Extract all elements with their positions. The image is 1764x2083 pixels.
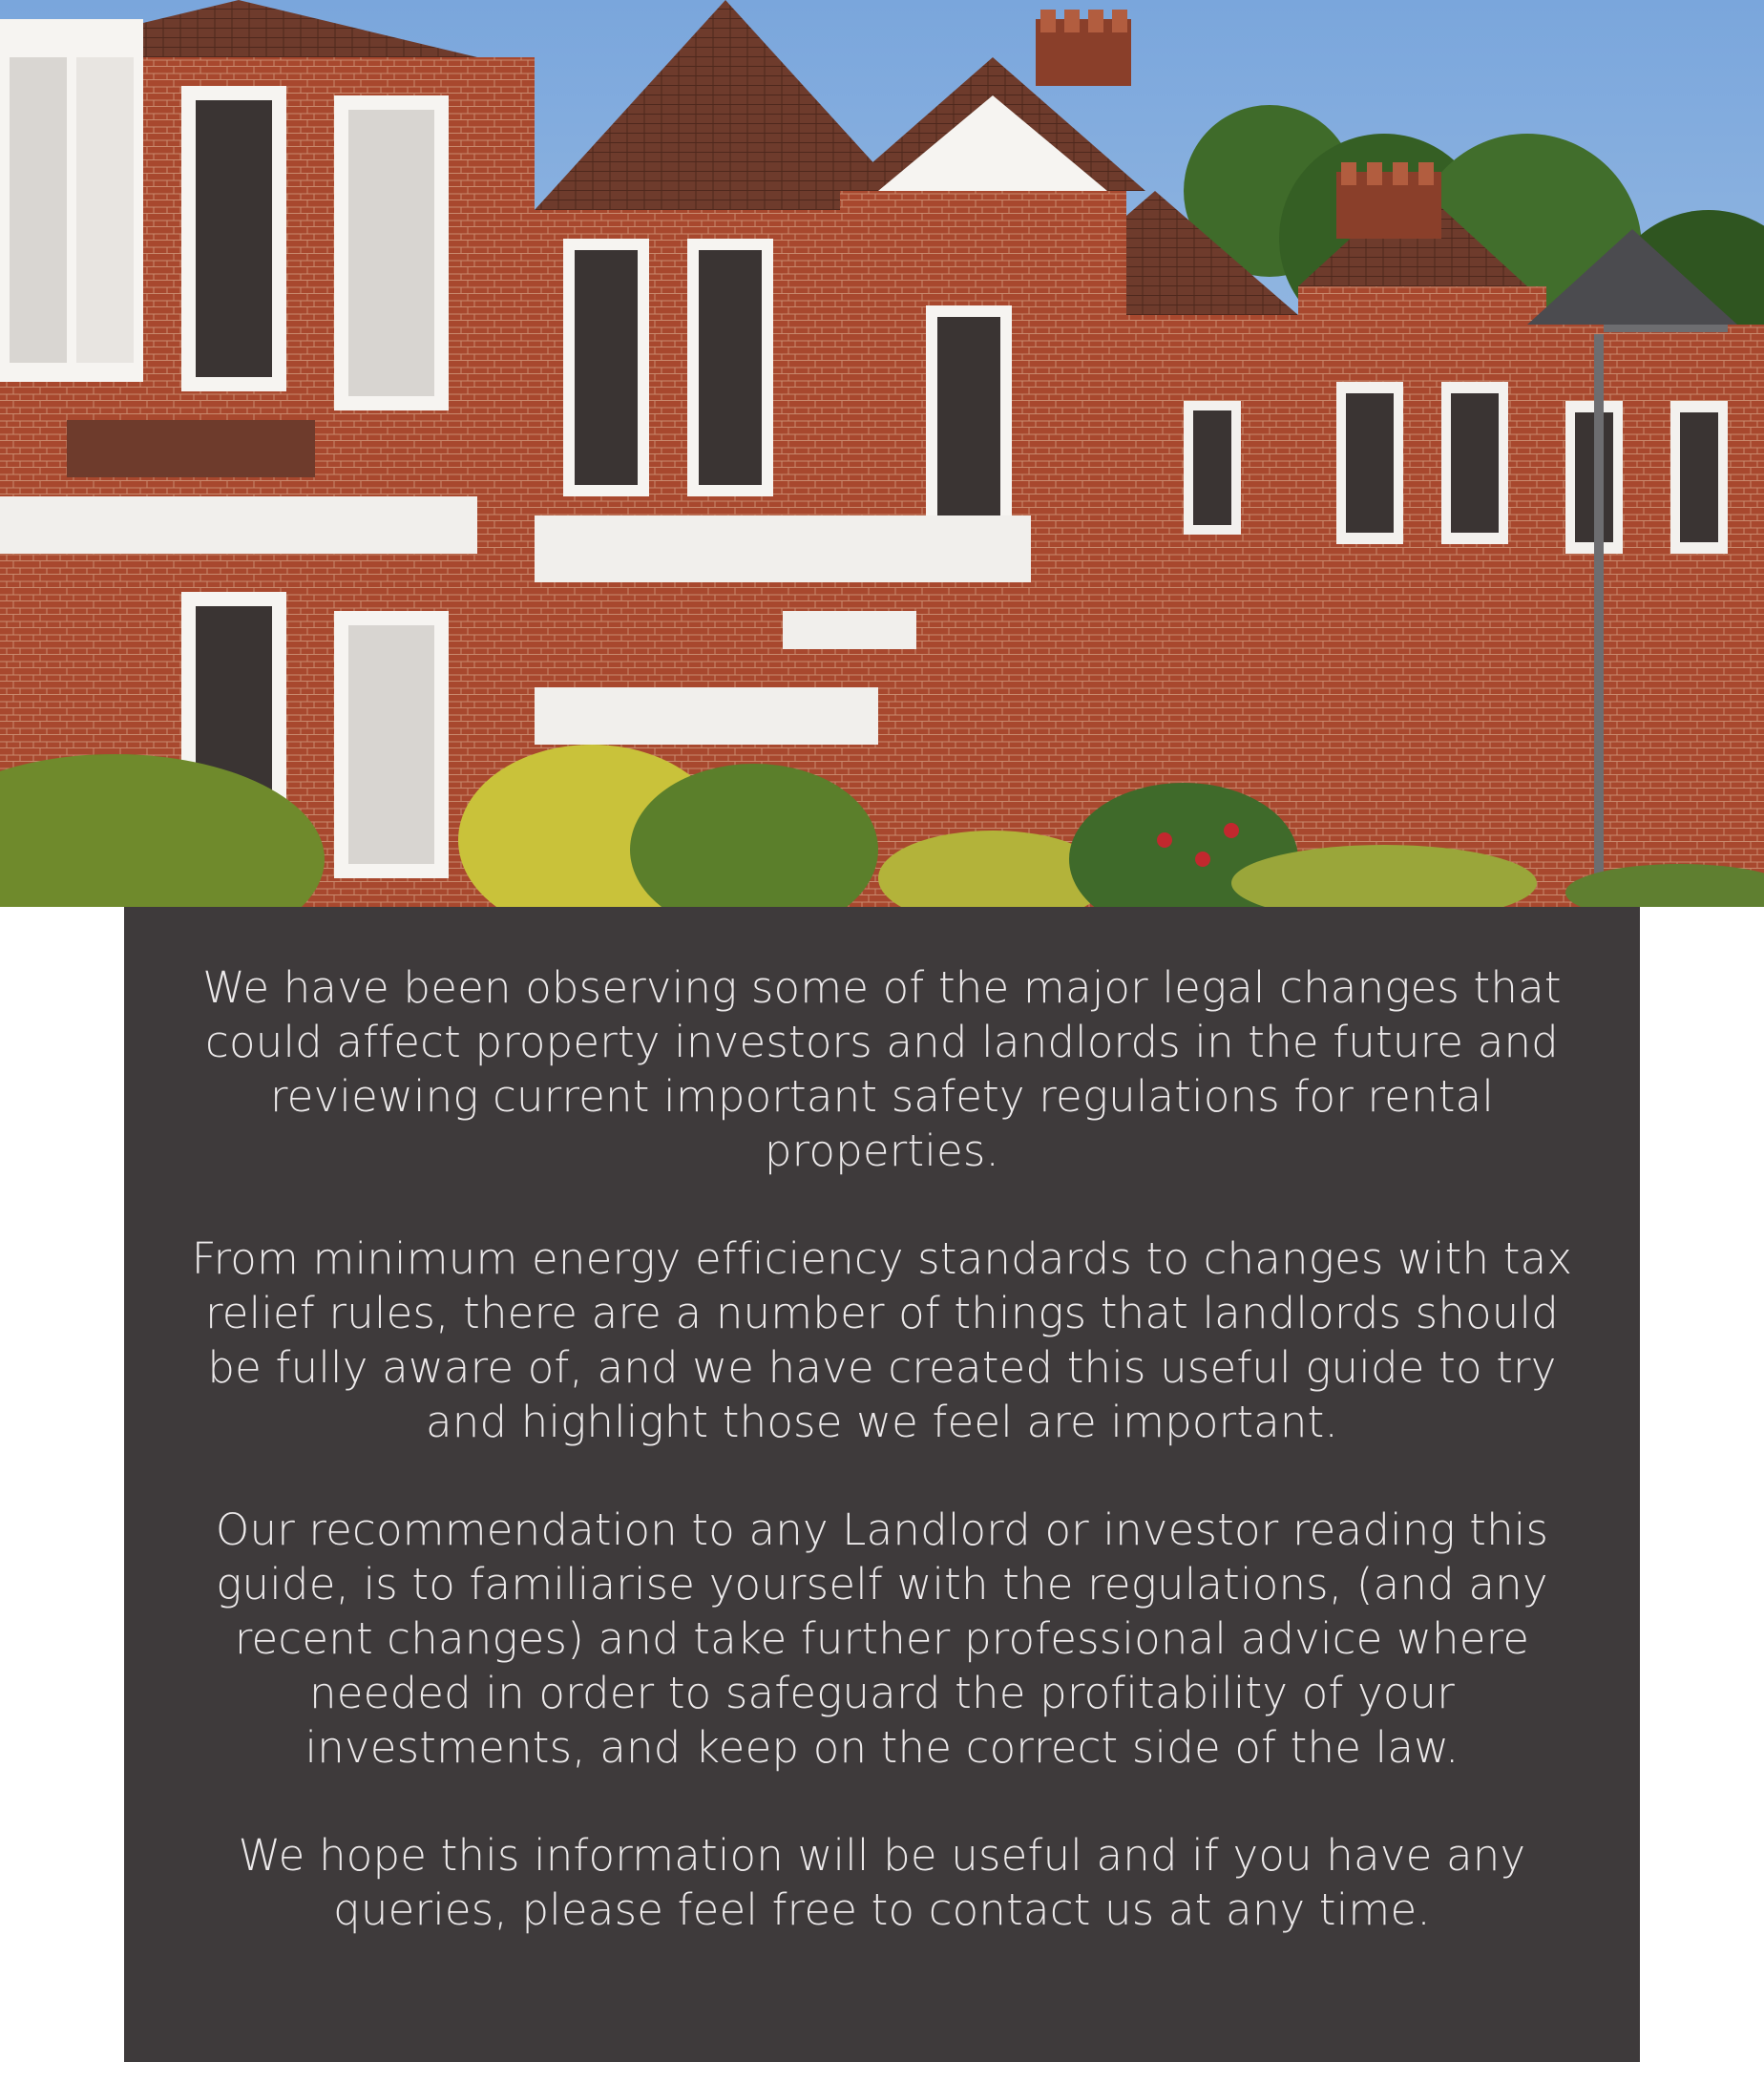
intro-paragraph-4: We hope this information will be useful and if you have any queries, please feel free to contact us at any time.: [238, 1830, 1526, 1935]
intro-paragraph-2: From minimum energy efficiency standards to changes with tax relief rules, there are a number of things that landlords should be fully aware of, and we have created this useful guide to try and highlight those we feel are important.: [191, 1233, 1573, 1447]
intro-panel: [124, 907, 1640, 2062]
intro-paragraph-3: Our recommendation to any Landlord or investor reading this guide, is to familiarise yourself with the regulations, (and any recent changes) and take further professional advice where needed in order to safeguard the profitability of your investments, and keep on the correct side of the law.: [215, 1504, 1549, 1773]
intro-paragraph-1: We have been observing some of the major legal changes that could affect property investors and landlords in the future and reviewing current important safety regulations for rental properties.: [202, 962, 1562, 1176]
terraced-houses-photo: [0, 0, 1764, 907]
hero-image: [0, 0, 1764, 907]
